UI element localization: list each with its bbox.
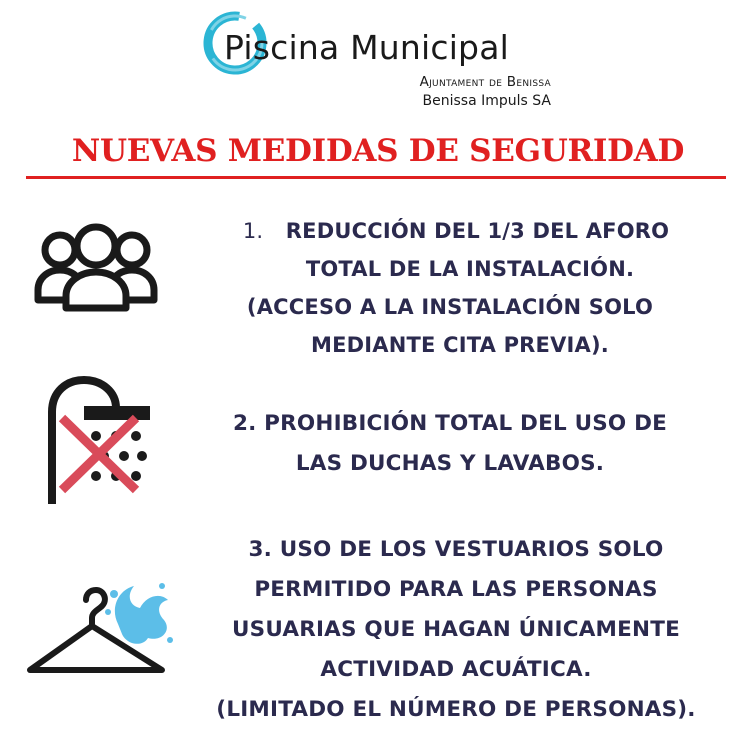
logo-title: Piscina Municipal: [224, 28, 509, 67]
measure-1-line-2: TOTAL DE LA INSTALACIÓN.: [305, 257, 635, 281]
measure-3-line-2: PERMITIDO PARA LAS PERSONAS: [254, 577, 658, 602]
logo-org: Ajuntament de Benissa: [419, 74, 551, 90]
measure-1-line-4: MEDIANTE CITA PREVIA).: [311, 333, 609, 357]
page-title: NUEVAS MEDIDAS DE SEGURIDAD: [71, 133, 685, 169]
measure-1-line-3: (ACCESO A LA INSTALACIÓN SOLO: [246, 295, 654, 319]
measure-1-line-1: 1. REDUCCIÓN DEL 1/3 DEL AFORO: [242, 219, 670, 243]
measure-3-line-5: (LIMITADO EL NÚMERO DE PERSONAS).: [216, 697, 696, 722]
measure-3-line-1: 3. USO DE LOS VESTUARIOS SOLO: [248, 537, 664, 562]
hanger-water-icon: [22, 578, 174, 682]
measure-3-line-4: ACTIVIDAD ACUÁTICA.: [320, 657, 592, 682]
measure-2-line-1: 2. PROHIBICIÓN TOTAL DEL USO DE: [232, 411, 668, 436]
measure-3-line-3: USUARIAS QUE HAGAN ÚNICAMENTE: [232, 617, 680, 642]
measure-1-number: 1.: [242, 219, 264, 243]
logo-company: Benissa Impuls SA: [422, 93, 551, 109]
title-underline: [26, 176, 726, 179]
measure-3: [186, 530, 726, 730]
people-group-icon: [30, 222, 162, 312]
measure-2: [190, 404, 710, 484]
piscina-logo: [0, 0, 756, 120]
measure-1: [190, 212, 710, 364]
measure-2-line-2: LAS DUCHAS Y LAVABOS.: [295, 451, 605, 476]
no-shower-icon: [40, 372, 155, 512]
